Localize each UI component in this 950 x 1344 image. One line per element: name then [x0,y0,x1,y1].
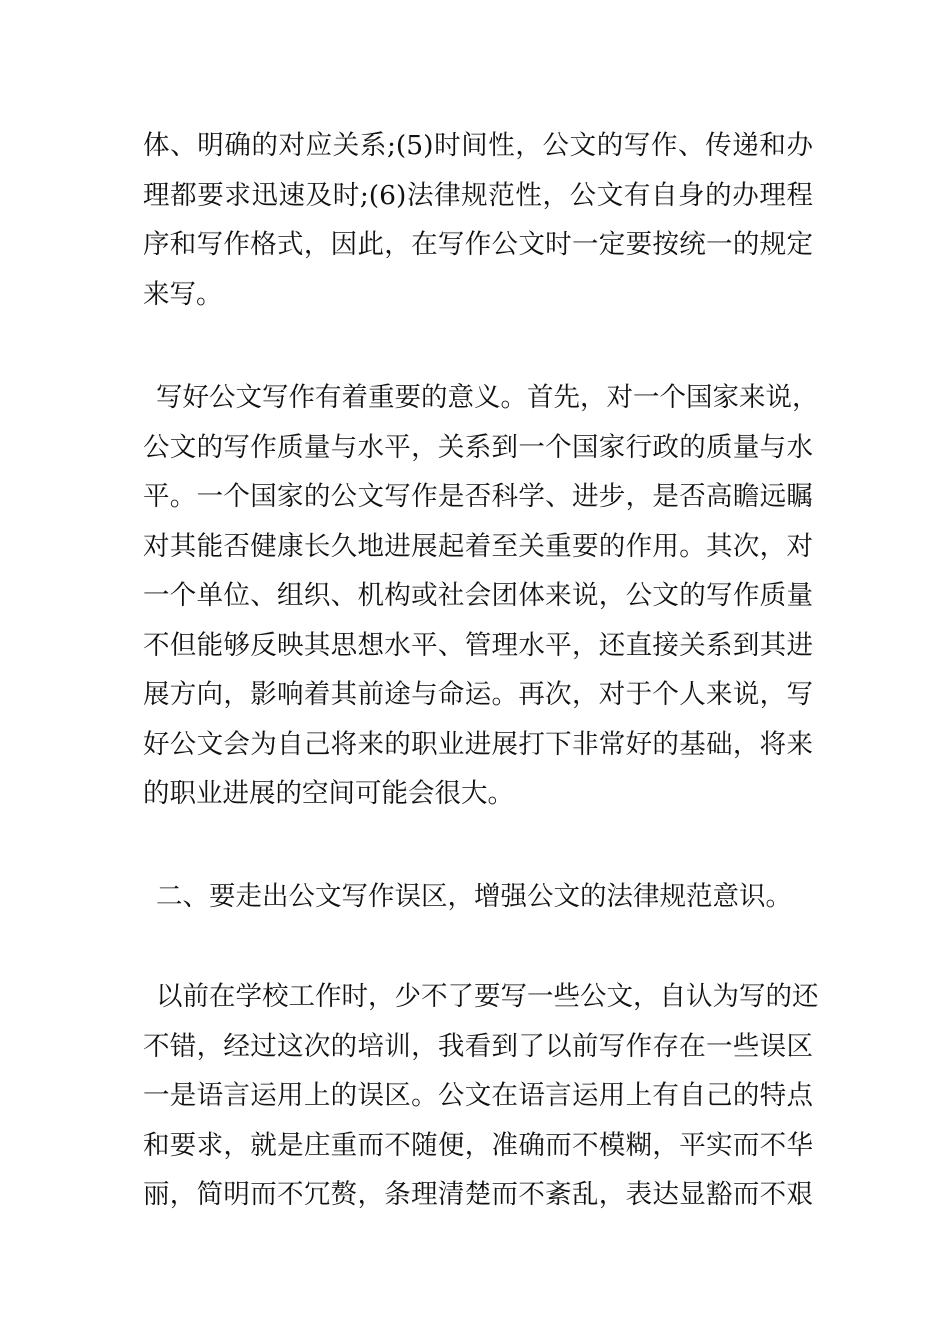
text-line: 丽，简明而不冗赘，条理清楚而不紊乱，表达显豁而不艰 [143,1179,813,1210]
text-line: 的职业进展的空间可能会很大。 [143,778,514,809]
text-line: 序和写作格式，因此，在写作公文时一定要按统一的规定 [143,229,813,260]
text-line: 以前在学校工作时，少不了要写一些公文，自认为写的还 [156,981,819,1012]
text-line: 体、明确的对应关系;(5)时间性，公文的写作、传递和办 [143,130,813,161]
paragraph-misconceptions [143,972,819,1220]
text-line: 不但能够反映其思想水平、管理水平，还直接关系到其进 [143,629,813,661]
text-line: 一个单位、组织、机构或社会团体来说，公文的写作质量 [143,580,813,611]
paragraph-continued [143,121,813,319]
text-line: 理都要求迅速及时;(6)法律规范性，公文有自身的办理程 [143,179,813,211]
text-line: 展方向，影响着其前途与命运。再次，对于个人来说，写 [143,679,813,710]
text-line: 和要求，就是庄重而不随便，准确而不模糊，平实而不华 [143,1129,813,1161]
text-line: 不错，经过这次的培训，我看到了以前写作存在一些误区 [143,1030,813,1062]
section-heading [143,872,813,922]
paragraph-significance [143,373,819,819]
text-line: 写好公文写作有着重要的意义。首先，对一个国家来说， [156,382,819,413]
text-line: 公文的写作质量与水平，关系到一个国家行政的质量与水 [143,431,813,463]
text-line: 来写。 [143,278,223,310]
text-line: 对其能否健康长久地进展起着至关重要的作用。其次，对 [143,530,813,562]
heading-text: 二、要走出公文写作误区，增强公文的法律规范意识。 [156,881,792,912]
text-line: 好公文会为自己将来的职业进展打下非常好的基础，将来 [143,728,813,760]
text-line: 一是语言运用上的误区。公文在语言运用上有自己的特点 [143,1080,813,1111]
text-line: 平。一个国家的公文写作是否科学、进步，是否高瞻远瞩 [143,481,813,512]
